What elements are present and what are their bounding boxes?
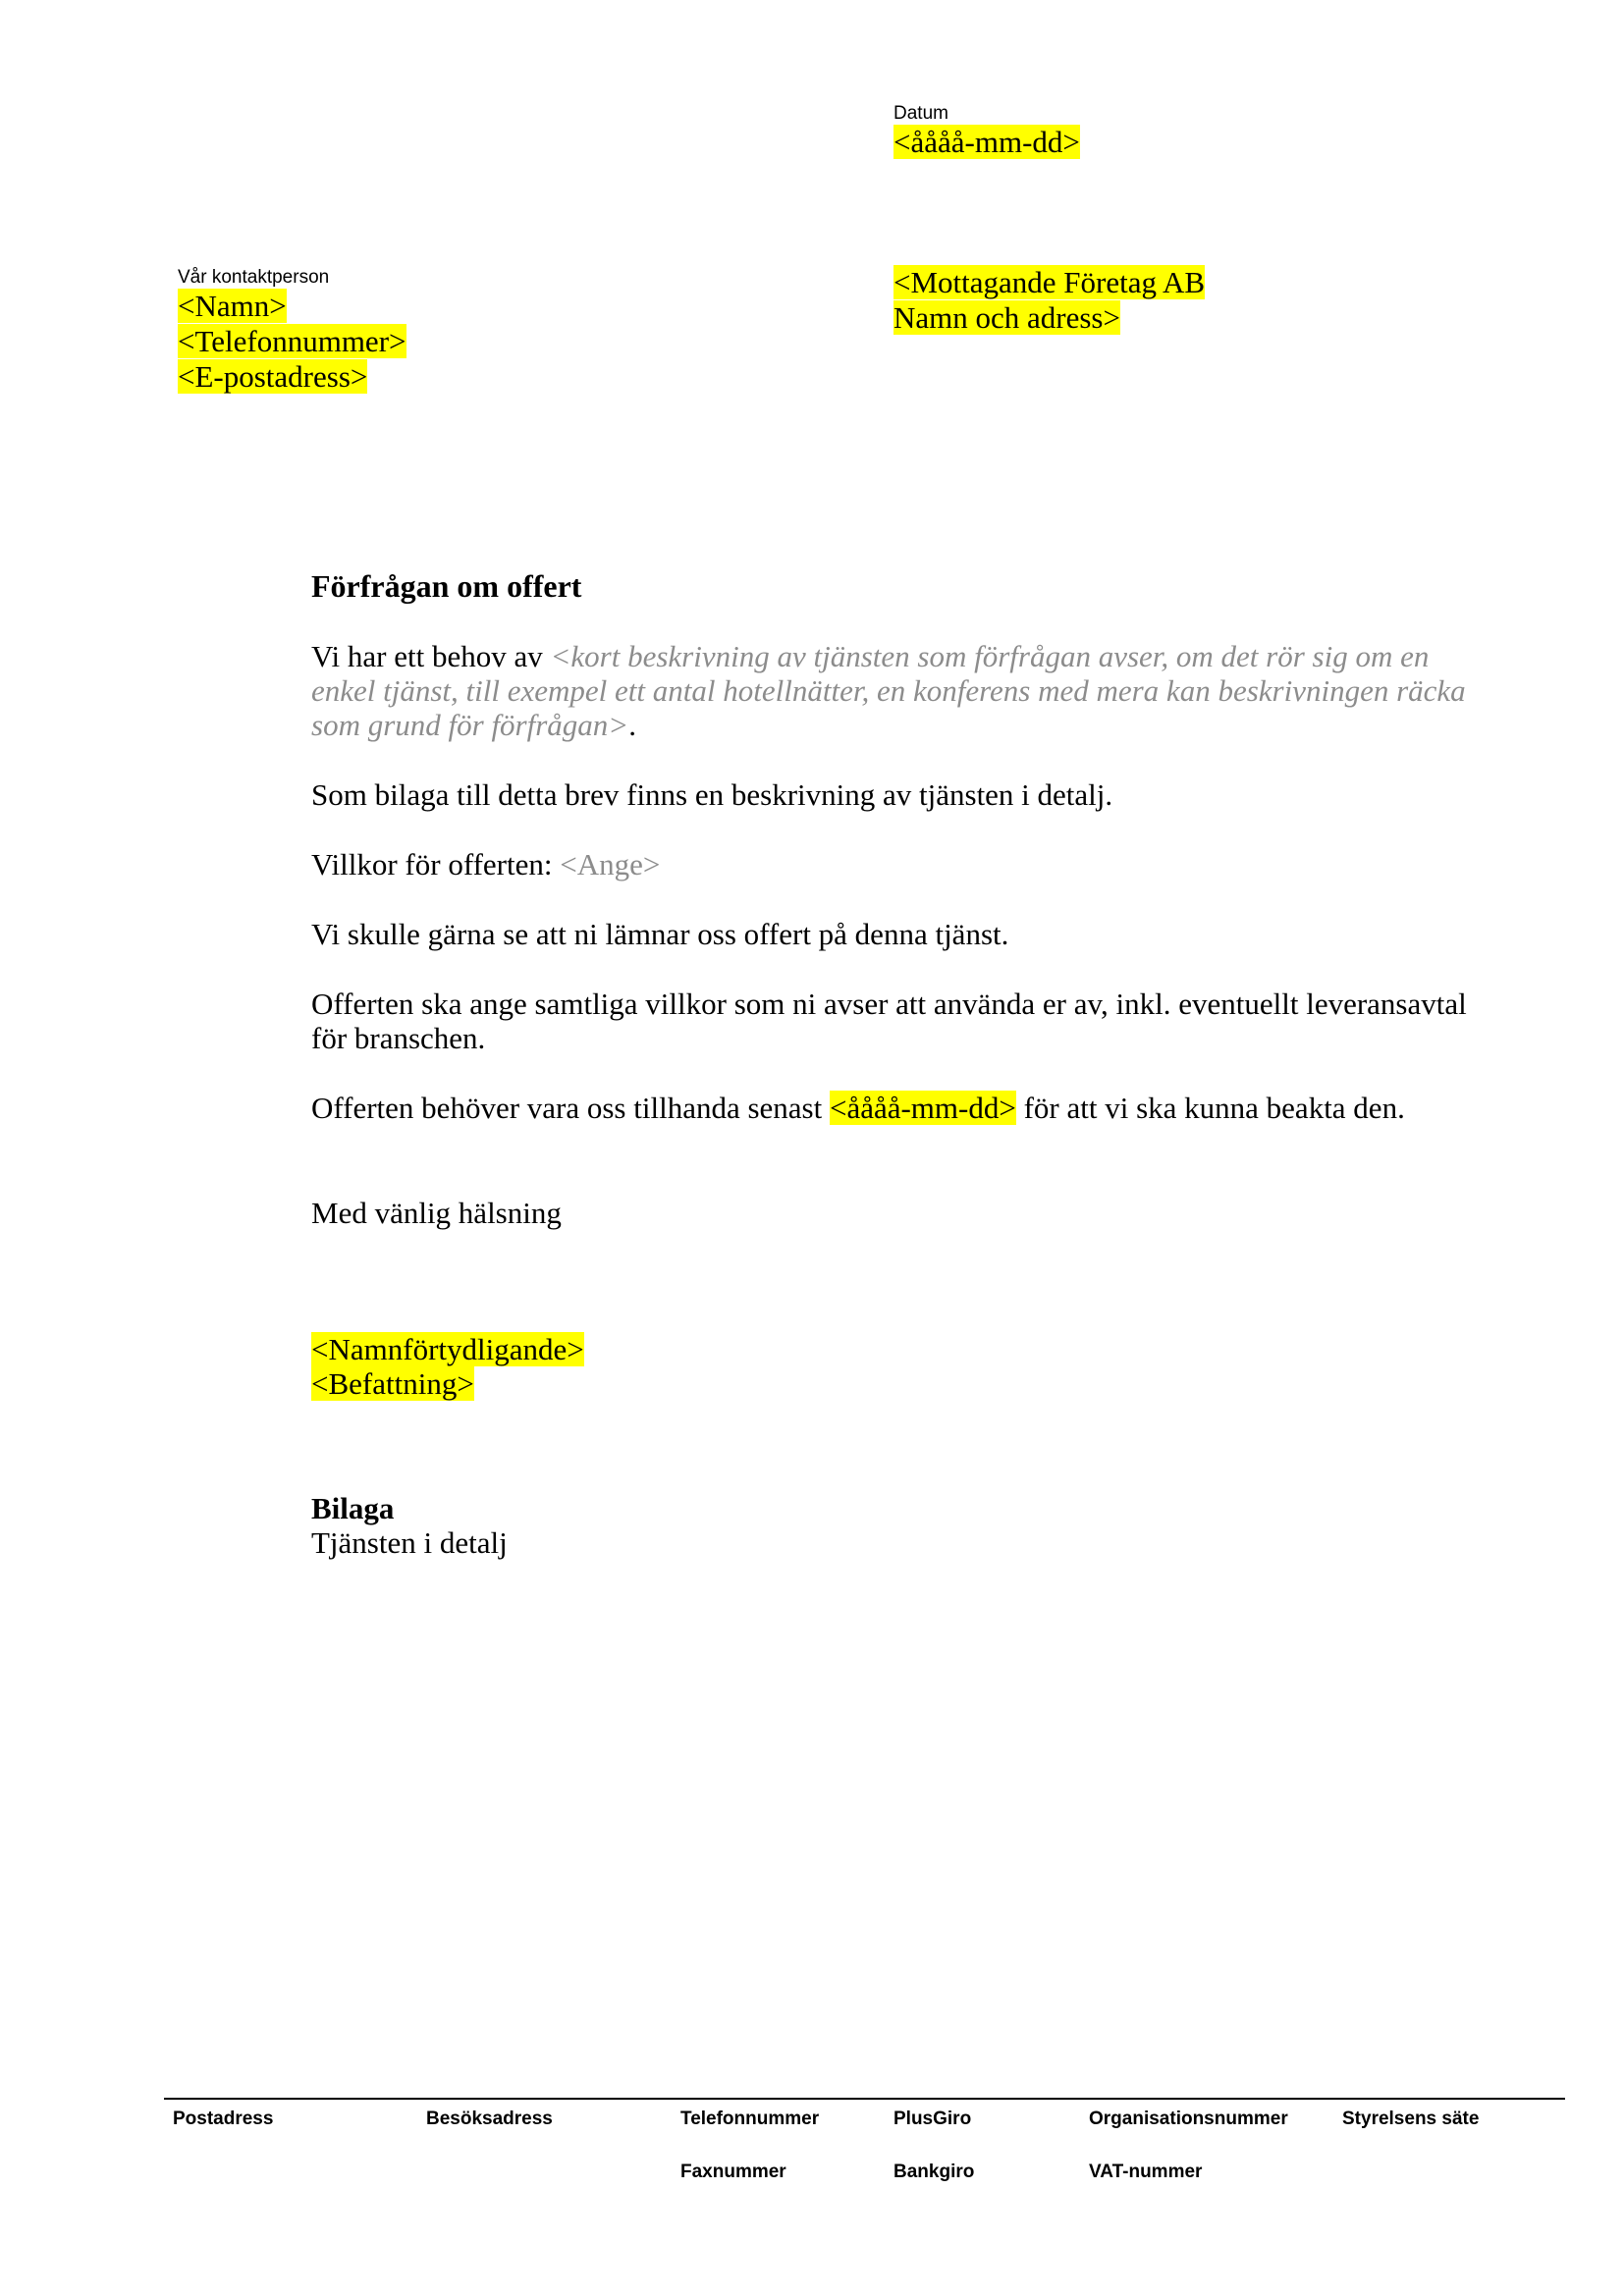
conditions-line2: för branschen. (311, 1021, 486, 1055)
paragraph-attachment-note: Som bilaga till detta brev finns en beskrivning av tjänsten i detalj. (311, 777, 1113, 812)
contact-name: <Namn> (178, 289, 287, 323)
footer-phone: Telefonnummer (680, 2109, 820, 2129)
contact-block (178, 267, 406, 395)
terms-prefix: Villkor för offerten: (311, 847, 561, 881)
paragraph-need-suffix: . (628, 708, 636, 742)
footer-vat-number: VAT-nummer (1089, 2162, 1203, 2182)
service-description-placeholder-line1: <kort beskrivning av tjänsten som förfrågan avser, om det rör sig om en (550, 639, 1430, 673)
deadline-suffix: för att vi ska kunna beakta den. (1015, 1091, 1405, 1125)
letter-body (311, 566, 1480, 1560)
footer-visiting-address: Besöksadress (426, 2109, 553, 2129)
signature-block (311, 1332, 1480, 1401)
footer-board-seat: Styrelsens säte (1342, 2109, 1480, 2129)
terms-placeholder: <Ange> (560, 847, 661, 881)
date-block (893, 103, 1080, 160)
footer-postal-address: Postadress (173, 2109, 274, 2129)
paragraph-need (311, 639, 1480, 742)
contact-label: Vår kontaktperson (178, 267, 330, 288)
footer-org-number: Organisationsnummer (1089, 2109, 1288, 2129)
signer-name: <Namnförtydligande> (311, 1332, 584, 1366)
footer-divider (164, 2098, 1565, 2100)
attachment-item: Tjänsten i detalj (311, 1525, 508, 1560)
contact-email: <E-postadress> (178, 359, 368, 394)
service-description-placeholder-line2: enkel tjänst, till exempel ett antal hotellnätter, en konferens med mera kan beskrivningen räcka (311, 673, 1466, 708)
deadline-date: <åååå-mm-dd> (829, 1091, 1016, 1125)
recipient-company: <Mottagande Företag AB (893, 265, 1206, 299)
contact-phone: <Telefonnummer> (178, 324, 406, 358)
paragraph-terms (311, 847, 1480, 881)
date-value: <åååå-mm-dd> (893, 125, 1080, 159)
signer-title: <Befattning> (311, 1366, 474, 1401)
service-description-placeholder-line3: som grund för förfrågan> (311, 708, 629, 742)
recipient-block (893, 265, 1205, 336)
date-label: Datum (893, 103, 948, 124)
conditions-line1: Offerten ska ange samtliga villkor som ni avser att använda er av, inkl. eventuellt leveransavtal (311, 987, 1467, 1021)
closing-greeting: Med vänlig hälsning (311, 1196, 562, 1230)
attachment-block (311, 1491, 1480, 1560)
paragraph-request: Vi skulle gärna se att ni lämnar oss offert på denna tjänst. (311, 917, 1009, 951)
deadline-prefix: Offerten behöver vara oss tillhanda senast (311, 1091, 830, 1125)
paragraph-deadline (311, 1091, 1480, 1125)
letter-subject: Förfrågan om offert (311, 568, 582, 604)
footer-fax: Faxnummer (680, 2162, 786, 2182)
paragraph-conditions (311, 987, 1480, 1055)
paragraph-need-prefix: Vi har ett behov av (311, 639, 551, 673)
recipient-address: Namn och adress> (893, 300, 1120, 335)
footer-bankgiro: Bankgiro (893, 2162, 975, 2182)
footer-plusgiro: PlusGiro (893, 2109, 972, 2129)
attachment-heading: Bilaga (311, 1491, 395, 1525)
